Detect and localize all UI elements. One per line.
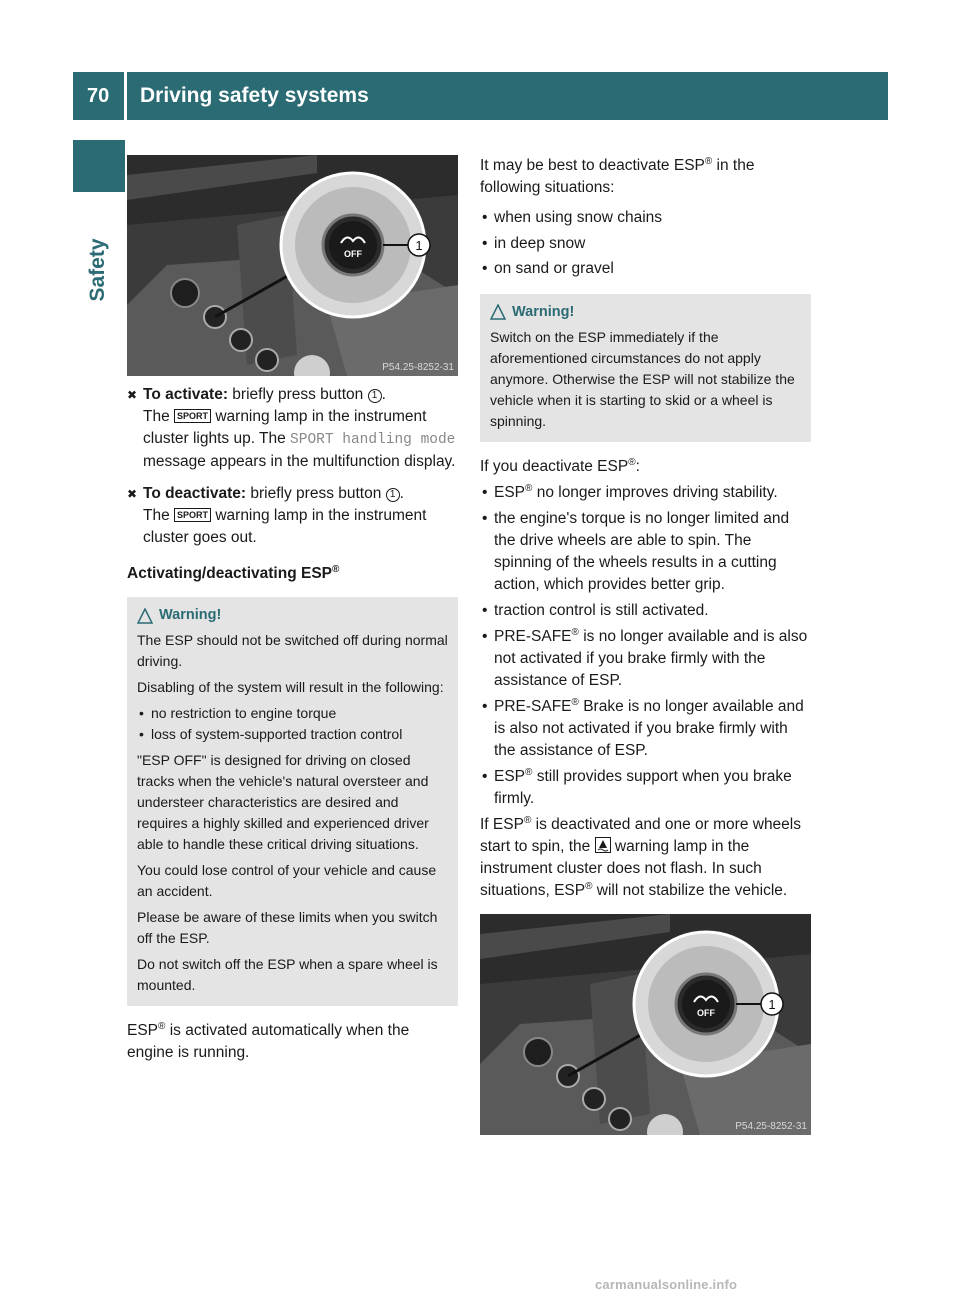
registered-mark: ® [628,456,636,468]
step-text-end: . [381,386,386,403]
step-arrow-icon: ✖ [127,487,138,501]
warning-title-text: Warning! [512,303,575,320]
consequence-pre: PRE-SAFE [494,627,572,645]
final-text-d: will not stabilize the vehicle. [592,881,788,899]
photo-caption: P54.25-8252-31 [735,1120,807,1132]
registered-mark: ® [525,766,533,778]
if-deactivate-a: If you deactivate ESP [480,457,629,475]
photo-caption: P54.25-8252-31 [382,362,454,373]
step-text-end: . [399,485,404,502]
step-line: The [143,507,175,524]
warning-bullet: • no restriction to engine torque [137,703,450,724]
auto-text-cont: is activated automatically when the engine is running. [127,1022,410,1061]
consequence-item [480,508,811,596]
intro-text-b: in the following situations: [480,157,755,196]
step-text: briefly press button [228,386,368,403]
registered-mark: ® [158,1020,166,1032]
side-tab [73,140,125,192]
step-line-end: message appears in the multifunction display. [143,453,456,470]
final-text-c: warning lamp in the instrument cluster does not flash. In such situations, ESP [480,837,762,899]
warning-paragraph: Please be aware of these limits when you switch off the ESP. [137,909,438,946]
warning-triangle-icon [490,304,506,320]
left-column [127,155,458,1064]
side-label [68,210,128,330]
situations-list [480,205,811,282]
registered-mark: ® [704,155,713,167]
consequence-pre: PRE-SAFE [494,697,572,715]
consequences-list [480,482,811,810]
step-label: To deactivate: [143,485,247,502]
warning-paragraph: Do not switch off the ESP when a spare wheel is mounted. [137,956,438,993]
consequence-pre: traction control is still activated. [494,601,709,619]
step-text: briefly press button [246,485,386,502]
situation-item: • when using snow chains [480,205,811,231]
if-deactivate-b: : [635,457,640,475]
consequence-post: still provides support when you brake firmly. [494,767,792,807]
final-text-b: is deactivated and one or more wheels start to spin, the [480,815,801,855]
situation-item: • on sand or gravel [480,256,811,282]
display-message: SPORT handling mode [290,432,456,448]
photo-button-label: OFF [344,249,362,259]
situation-item: • in deep snow [480,231,811,257]
photo-button-label: OFF [697,1007,715,1018]
consequence-pre: ESP [494,767,526,785]
registered-mark: ® [571,696,579,708]
warning-title-text: Warning! [159,607,222,623]
consequence-post: is no longer available and is also not activated if you brake firmly with the assistance of ESP. [494,627,808,689]
final-text-a: If ESP [480,815,524,833]
consequence-pre: the engine's torque is no longer limited and the drive wheels are able to spin. The spinning of the wheels results in a cutting action, which provides better grip. [494,509,790,593]
warning-title [137,605,450,626]
section-heading-text: Activating/deactivating ESP [127,565,332,582]
sport-lamp-icon: SPORT [174,409,211,423]
photo-illustration [127,155,458,376]
intro-text-a: It may be best to deactivate ESP [480,157,705,174]
callout-1-icon: 1 [368,389,382,403]
warning-paragraph: You could lose control of your vehicle and cause an accident. [137,862,437,899]
step-line-cont: warning lamp in the instrument cluster lights up. The [143,408,427,447]
section-heading [127,563,458,585]
right-column [480,155,811,1135]
warning-box-left [127,597,458,1006]
header-divider [124,72,127,120]
consequence-post: Brake is no longer available and is also not activated if you brake firmly with the assistance of ESP. [494,697,804,759]
step-line: The [143,408,175,425]
side-label-text: Safety [86,238,109,302]
consequence-item [480,482,811,504]
photo-illustration [480,914,811,1135]
registered-mark: ® [332,563,340,575]
warning-bullets [137,703,450,745]
intro-text [480,155,811,199]
warning-triangle-icon [137,608,153,624]
sport-lamp-icon: SPORT [174,508,211,522]
consequence-item [480,766,811,810]
warning-paragraph: "ESP OFF" is designed for driving on closed tracks when the vehicle's natural oversteer and understeer characteristics are desired and requires a highly skilled and experienced driver able to handle these critical driving situations. [137,752,429,852]
consequence-item [480,600,811,622]
watermark: carmanualsonline.info [595,1277,738,1292]
warning-paragraph: Disabling of the system will result in the following: [137,679,444,695]
registered-mark: ® [571,626,579,638]
step-label: To activate: [143,386,228,403]
registered-mark: ® [523,814,532,826]
consequence-post: no longer improves driving stability. [532,483,778,501]
final-paragraph [480,814,811,902]
if-deactivate-text [480,456,811,478]
step-line-cont: warning lamp in the instrument cluster goes out. [143,507,427,546]
consequence-item [480,626,811,692]
step-arrow-icon: ✖ [127,388,138,402]
registered-mark: ® [585,880,593,892]
registered-mark: ® [525,482,533,494]
auto-text: ESP [127,1022,159,1039]
auto-activation-text [127,1020,458,1064]
callout-number: 1 [768,996,776,1012]
step-deactivate [127,483,458,549]
skid-warning-icon [595,837,611,853]
warning-title [490,302,803,323]
callout-number: 1 [415,238,423,253]
esp-button-photo [127,155,458,376]
warning-paragraph: Switch on the ESP immediately if the aforementioned circumstances do not apply anymore. Otherwise the ESP will not stabilize the vehicle when it is starting to skid or a wheel is spinning. [490,328,795,429]
warning-paragraph: The ESP should not be switched off during normal driving. [137,632,448,669]
consequence-item [480,696,811,762]
callout-1-icon: 1 [386,488,400,502]
consequence-pre: ESP [494,483,526,501]
page-title: Driving safety systems [140,84,369,107]
page-number: 70 [87,85,110,107]
warning-bullet: • loss of system-supported traction control [137,724,450,745]
step-activate [127,384,458,473]
esp-button-photo-2 [480,914,811,1135]
warning-box-right [480,294,811,442]
